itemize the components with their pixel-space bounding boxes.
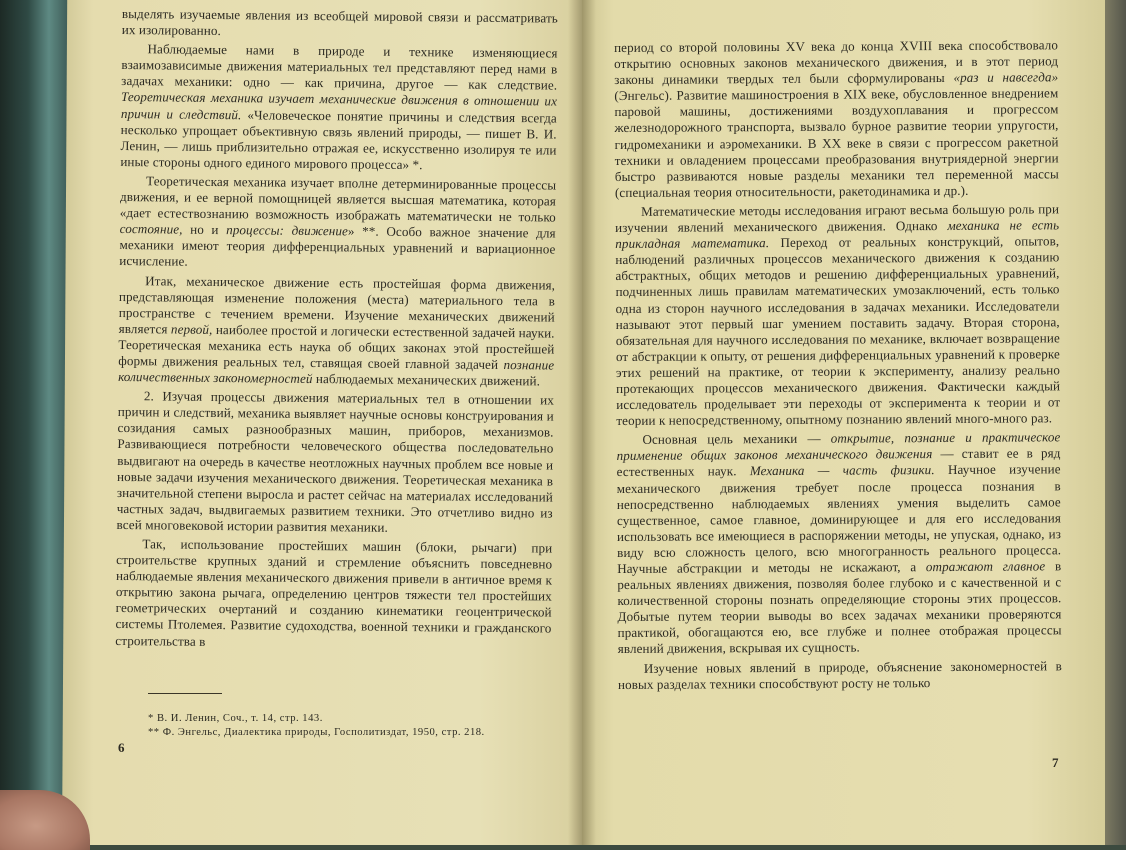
- paragraph: [120, 41, 557, 174]
- italic-phrase: «раз и навсегда»: [953, 69, 1059, 86]
- text-run: Итак, механическое движение есть простейшая форма движения, представляющая изменение положения (места) материального тела в пространстве с течением времени. Изучение механических движений является: [118, 272, 556, 337]
- text-run: (Энгельс). Развитие машиностроения в XIX веке, обусловленное внедрением паровой машины, достижениями воздухоплавания и прогрессом железнодорожного транспорта, вызвало бурное развитие теории упругости, гидромеханики и аэромеханики. В XX веке в связи с прогрессом ракетной техники и овладением процессами преобразования внутриядерной энергии быстро развиваются новые разделы механики тел переменной массы (специальная теория относительности, ракетодинамика и др.).: [614, 85, 1059, 200]
- right-page-text: [614, 37, 1062, 695]
- italic-phrase: открытие, познание и практическое применение общих законов механического движения: [616, 429, 1061, 464]
- footnote-2: ** Ф. Энгельс, Диалектика природы, Госполитиздат, 1950, стр. 218.: [148, 727, 485, 738]
- paragraph: [618, 658, 1062, 693]
- text-run: Изучение новых явлений в природе, объяснение закономерностей в новых разделах техники способствуют росту не только: [617, 657, 1062, 692]
- page-number-right: 7: [1052, 755, 1059, 770]
- text-run: Математические методы исследования играют весьма большую роль при изучении явлений механического движения. Однако: [615, 201, 1060, 236]
- page-number-left: 6: [118, 740, 125, 755]
- paragraph: [614, 37, 1059, 201]
- text-run: Наблюдаемые нами в природе и технике изменяющиеся взаимозависимые движения материальных тел представляют перед нами в задачах механики: одно — как причина, другое — как следствие.: [121, 41, 558, 93]
- italic-phrase: познание количественных закономерностей: [118, 356, 555, 387]
- text-run: 2. Изучая процессы движения материальных тел в отношении их причин и следствий, механика выявляет научные основы конструирования и созидания самых разнообразных машин, приборов, механизмов. Развивающиеся потребности человеческого общества последовательно выдвигают на очередь в качестве неотложных научных проблем все новые и новые задачи изучения механического движения. Теоретическая механика в значительной степени выросла и растет сейчас на материалах исследований частных задач, выдвигаемых развитием техники. Это отчетливо видно из всей многовековой истории развития механики.: [116, 388, 554, 535]
- italic-phrase: первой,: [170, 321, 213, 337]
- text-run: наиболее простой и логически естественной задачей науки. Теоретическая механика есть наука об общих законах этой простейшей формы движения реальных тел, ставящая своей главной задачей: [118, 321, 555, 372]
- text-run: в реальных явлениях движения, позволяя более глубоко и с качественной и с количественной стороны познать определяющие стороны этих процессов. Добытые путем теории выводы во всех задачах механики проверяются практикой, обогащаются ею, все глубже и полнее отображая процессы явлений движения, вскрывая их сущность.: [617, 558, 1062, 657]
- italic-phrase: Механика — часть физики.: [749, 462, 935, 479]
- paragraph: [116, 388, 553, 537]
- footnote-rule: [148, 693, 222, 694]
- text-run: но и: [182, 221, 227, 238]
- paragraph: [615, 201, 1060, 429]
- text-run: «Человеческое понятие причины и следствия всегда несколько упрощает объективную связь явлений природы, — пишет В. И. Ленин, — лишь приблизительно отражая ее, искусственно изолируя те или иные стороны одного единого мирового процесса» *.: [120, 106, 557, 172]
- text-run: Так, использование простейших машин (блоки, рычаги) при строительстве крупных зданий и стремление объяснить повседневно наблюдаемые явления механического движения привели в античное время к открытию закона рычага, определению центров тяжести тел простейших геометрических очертаний и созданию кинематики геоцентрической системы Птолемея. Развитие судоходства, военной техники и гражданского строительства в: [115, 536, 553, 649]
- italic-phrase: отражают главное: [925, 558, 1046, 575]
- text-run: период со второй половины XV века до конца XVIII века способствовало открытию основных законов механического движения, и в этот период законы динамики твердых тел были сформулированы: [614, 37, 1059, 88]
- left-page-text: [115, 6, 558, 656]
- italic-phrase: Теоретическая механика изучает механические движения в отношении их причин и следствий.: [120, 89, 558, 122]
- text-run: Теоретическая механика изучает вполне детерминированные процессы движения, и ее верной помощницей является высшая математика, которая «дает естествознанию возможность изображать математически не только: [119, 173, 557, 225]
- text-run: Основная цель механики —: [642, 430, 831, 448]
- book-cover-edge: [0, 0, 70, 845]
- left-page-footnotes: [148, 712, 568, 740]
- italic-phrase: процессы: движение: [226, 222, 349, 239]
- italic-phrase: состояние,: [119, 221, 183, 237]
- paragraph: [115, 536, 552, 653]
- italic-phrase: механика не есть прикладная математика.: [615, 217, 1060, 252]
- text-run: Переход от реальных конструкций, опытов, наблюдений различных процессов механического движения к созданию абстрактных, общих методов и решению дифференциальных уравнений, подчиненных лишь правилам математических умозаключений, есть только одна из сторон научного исследования в задачах механики. Исследователи называют этот первый шаг умением поставить задачу. Вторая сторона, обязательная для научного исследования по механике, включает возвращение от абстракции к опыту, от решения дифференциальных уравнений к проверке этих решений на практике, от теории к эксперименту, анализу реально протекающих процессов механического движения. Фактически каждый исследователь проделывает эти переходы от эксперимента к теории и от теории к непосредственному, опытному познанию явлений много-много раз.: [615, 233, 1061, 429]
- footnote-1: * В. И. Ленин, Соч., т. 14, стр. 143.: [148, 713, 323, 724]
- text-run: наблюдаемых механических движений.: [312, 371, 541, 389]
- text-run: Научное изучение механического движения требует после процесса познания в непосредственно наблюдаемых явлениях умения выделить самое существенное, самое главное, доминирующее и для его исследования использовать все имеющиеся в распоряжении методы, не упуская, однако, из виду всю сложность целого, всю многогранность реального процесса. Научные абстракции и методы не искажают, а: [616, 461, 1062, 576]
- paragraph: [119, 173, 556, 274]
- text-run: выделять изучаемые явления из всеобщей мировой связи и рассматривать их изолированно.: [121, 6, 558, 39]
- paragraph: [616, 430, 1061, 658]
- paragraph: [122, 6, 558, 43]
- text-run: » **. Особо важное значение для механики имеют теория дифференциальных уравнений и вариационное исчисление.: [119, 223, 556, 270]
- paragraph: [118, 272, 555, 389]
- text-run: — ставит ее в ряд естественных наук.: [616, 445, 1061, 480]
